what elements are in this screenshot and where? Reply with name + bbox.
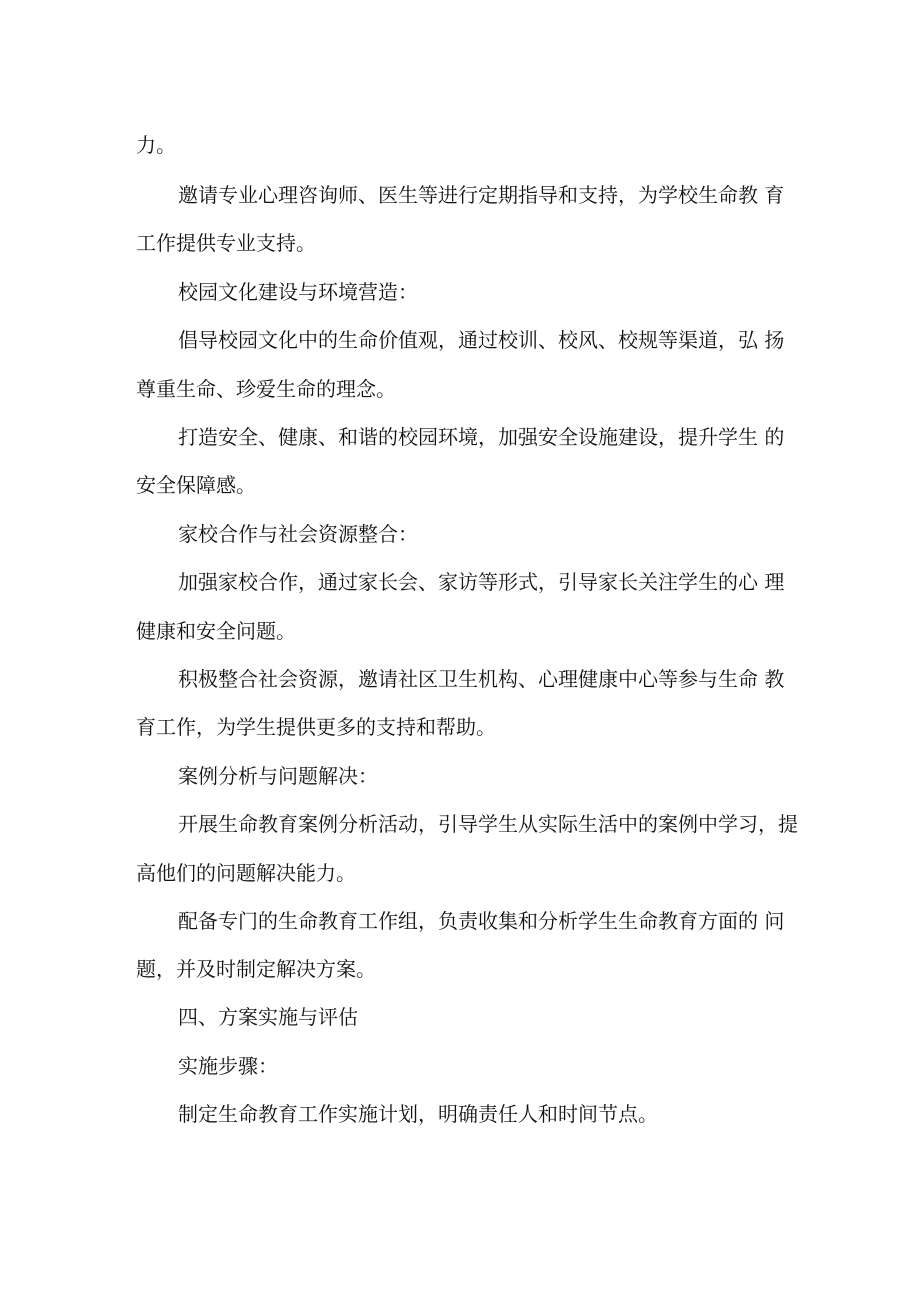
- paragraph-line: 配备专门的生命教育工作组，负责收集和分析学生生命教育方面的 问: [178, 909, 785, 933]
- section-heading: 案例分析与问题解决：: [178, 764, 378, 788]
- paragraph-line: 育工作，为学生提供更多的支持和帮助。: [136, 715, 496, 739]
- paragraph-line: 倡导校园文化中的生命价值观，通过校训、校风、校规等渠道，弘 扬: [178, 328, 785, 352]
- paragraph-line: 工作提供专业支持。: [136, 231, 316, 255]
- section-heading: 家校合作与社会资源整合：: [178, 522, 418, 546]
- paragraph-line: 高他们的问题解决能力。: [136, 861, 356, 885]
- section-heading: 实施步骤：: [178, 1054, 278, 1078]
- paragraph-line: 邀请专业心理咨询师、医生等进行定期指导和支持，为学校生命教 育: [178, 183, 785, 207]
- section-heading: 校园文化建设与环境营造：: [178, 280, 418, 304]
- section-heading: 四、方案实施与评估: [178, 1005, 358, 1029]
- paragraph-line: 健康和安全问题。: [136, 619, 296, 643]
- paragraph-line: 力。: [136, 133, 176, 157]
- paragraph-line: 尊重生命、珍爱生命的理念。: [136, 377, 396, 401]
- paragraph-line: 打造安全、健康、和谐的校园环境，加强安全设施建设，提升学生 的: [178, 425, 785, 449]
- paragraph-line: 安全保障感。: [136, 473, 256, 497]
- paragraph-line: 积极整合社会资源，邀请社区卫生机构、心理健康中心等参与生命 教: [178, 667, 785, 691]
- paragraph-line: 开展生命教育案例分析活动，引导学生从实际生活中的案例中学习，提: [178, 812, 798, 836]
- paragraph-line: 制定生命教育工作实施计划，明确责任人和时间节点。: [178, 1102, 658, 1126]
- paragraph-line: 题，并及时制定解决方案。: [136, 957, 376, 981]
- paragraph-line: 加强家校合作，通过家长会、家访等形式，引导家长关注学生的心 理: [178, 570, 785, 594]
